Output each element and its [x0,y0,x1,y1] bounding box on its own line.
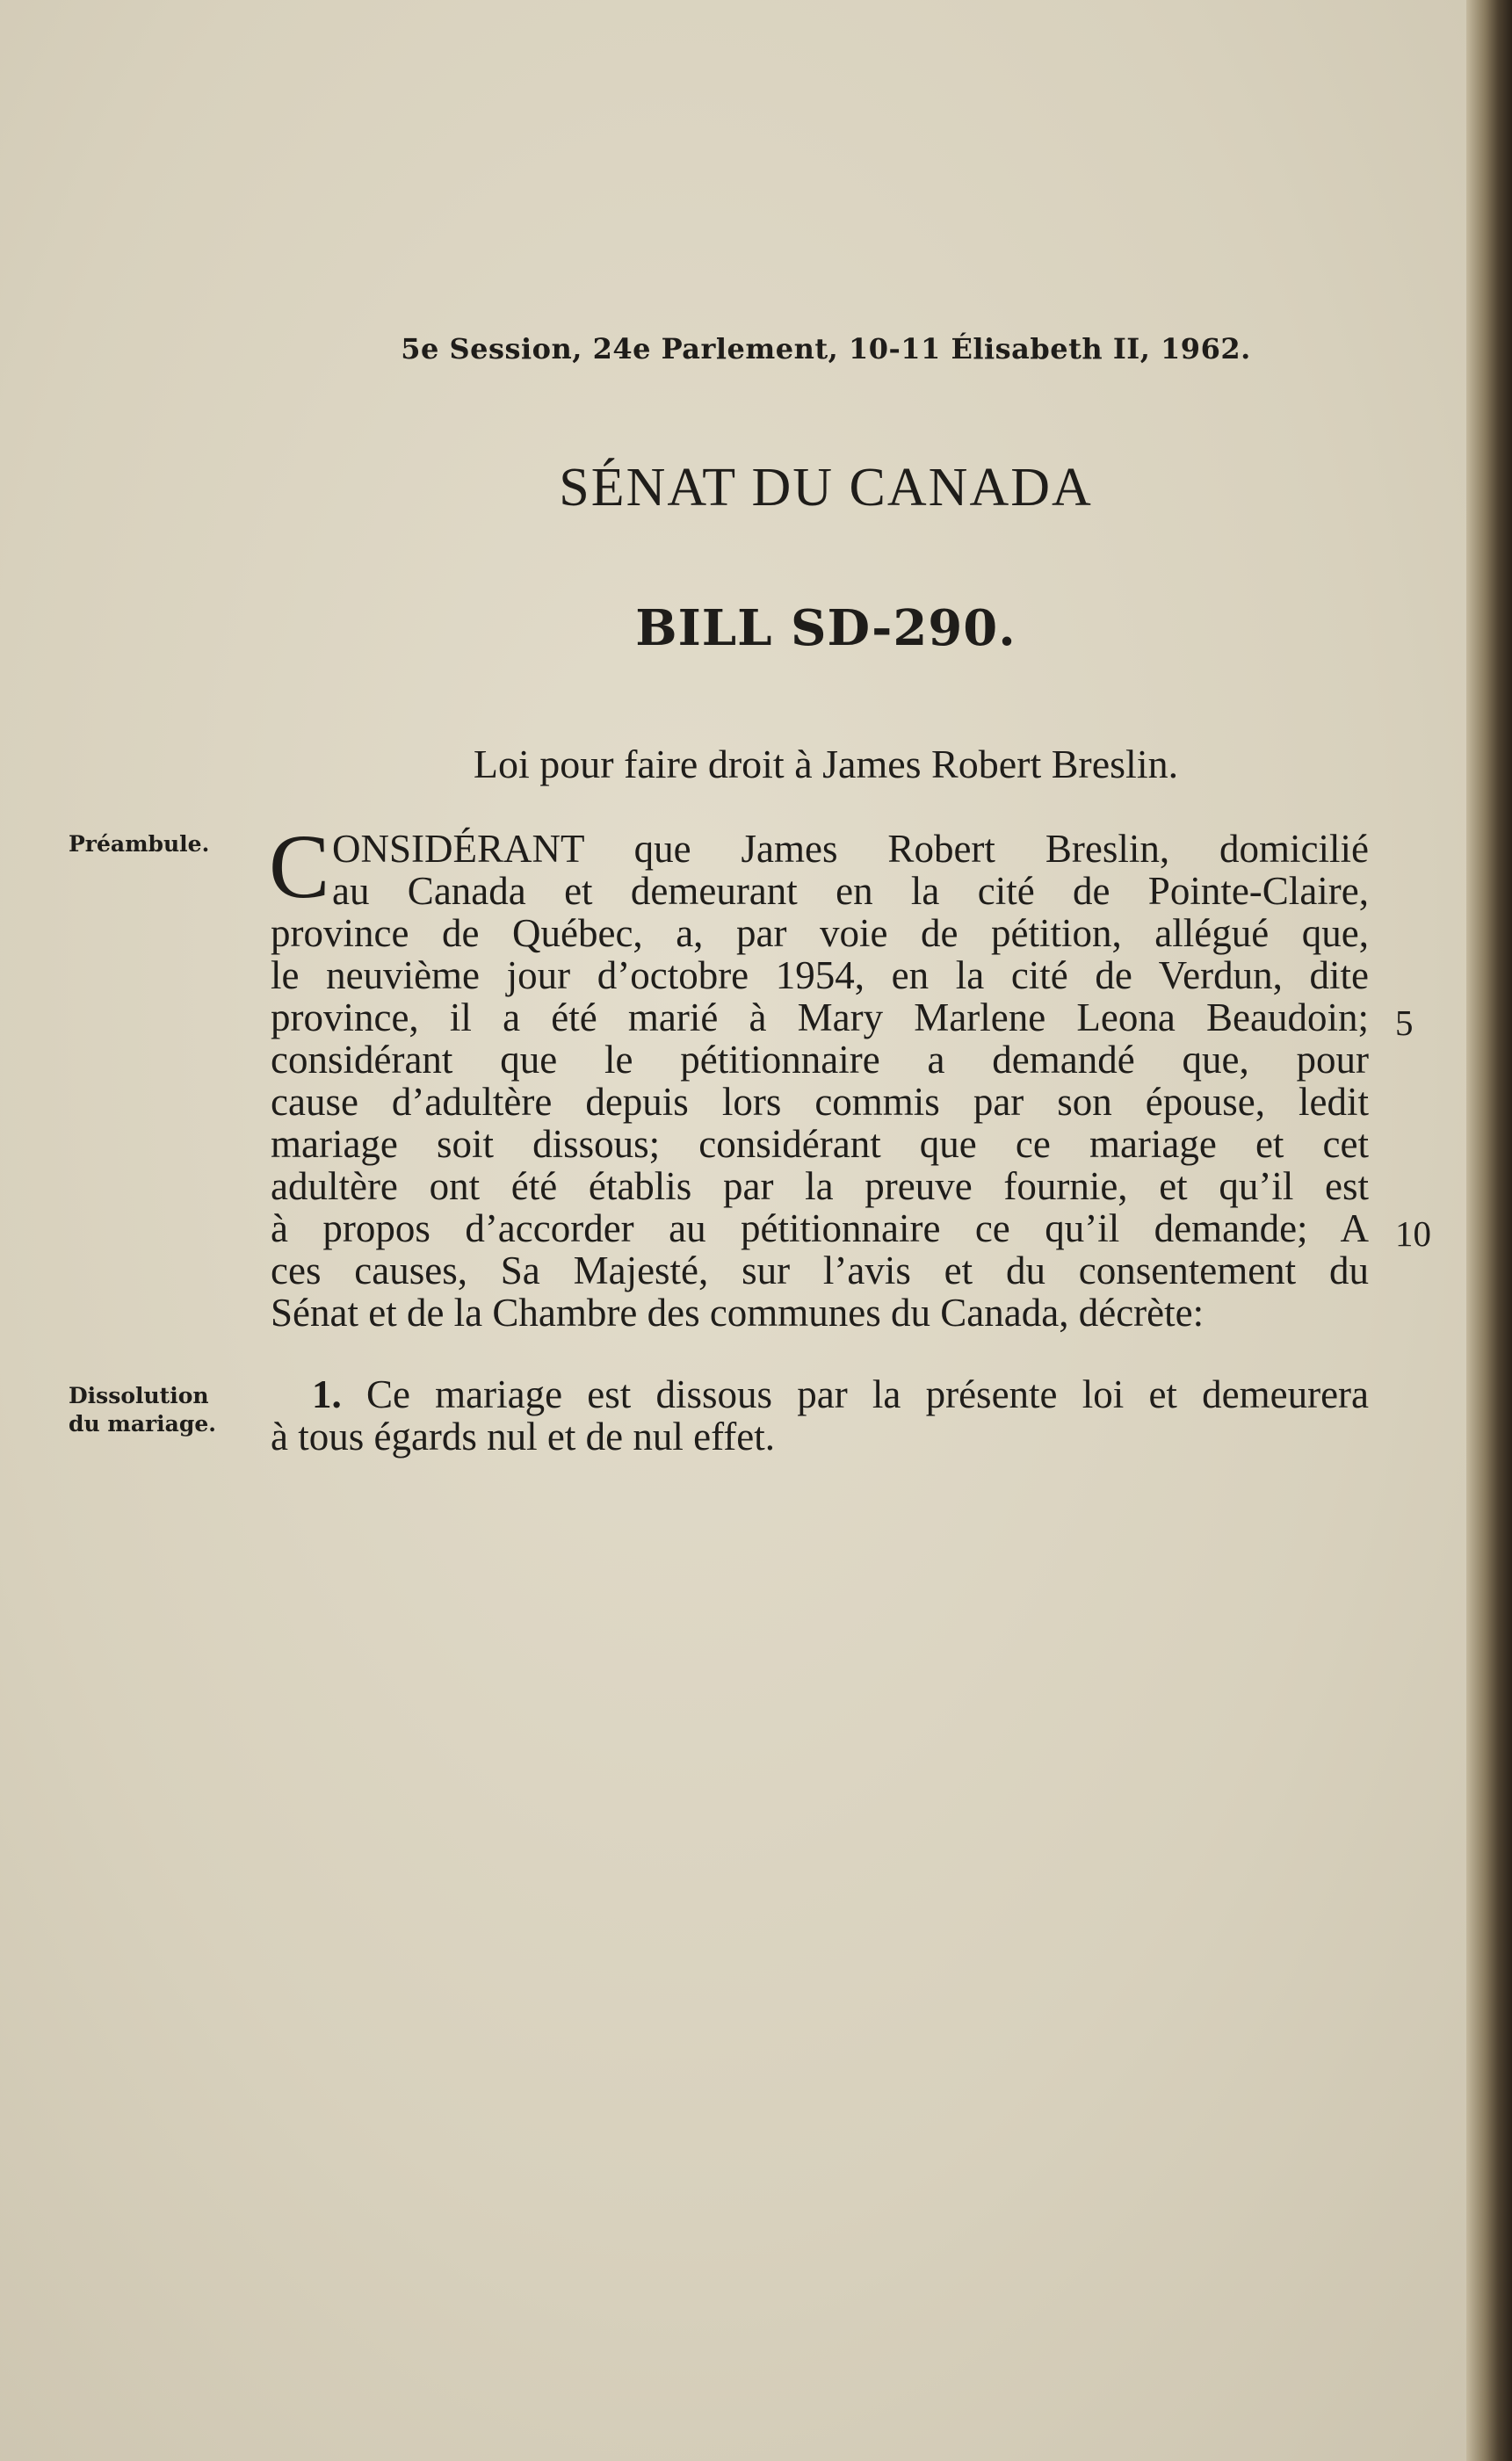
section-1-text: Ce mariage est dissous par la présente loi et demeurera [341,1372,1369,1416]
margin-note-dissolution [69,1382,216,1438]
preamble-line: province de Québec, a, par voie de pétition, allégué que, [271,911,1369,955]
preamble-line: adultère ont été établis par la preuve fournie, et qu’il est [271,1164,1369,1208]
section-1-number: 1. [312,1372,342,1416]
bill-short-title: Loi pour faire droit à James Robert Breslin. [473,742,1179,786]
margin-note-preamble: Préambule. [69,831,210,857]
margin-note-dissolution-line1: Dissolution [69,1383,209,1408]
line-number-5: 5 [1395,1002,1414,1043]
preamble-line: à propos d’accorder au pétitionnaire ce qu’il demande; A [271,1206,1369,1250]
preamble-dropcap: C [269,816,330,917]
bill-number: BILL SD-290. [635,599,1016,657]
section-1-line2: à tous égards nul et de nul effet. [271,1415,775,1459]
margin-note-dissolution-line2: du mariage. [69,1411,216,1437]
preamble-line: province, il a été marié à Mary Marlene Leona Beaudoin; [271,995,1369,1039]
section-1-line1 [312,1373,1369,1415]
preamble-line: le neuvième jour d’octobre 1954, en la cité de Verdun, dite [271,953,1369,997]
preamble-line: mariage soit dissous; considérant que ce mariage et cet [271,1122,1369,1166]
preamble-line: ces causes, Sa Majesté, sur l’avis et du consentement du [271,1249,1369,1292]
preamble-line: au Canada et demeurant en la cité de Pointe-Claire, [332,869,1369,913]
chamber-title: SÉNAT DU CANADA [559,458,1093,518]
session-header: 5e Session, 24e Parlement, 10-11 Élisabeth II, 1962. [401,332,1251,366]
book-spine-shadow [1466,0,1512,2461]
preamble-line: ONSIDÉRANT que James Robert Breslin, domicilié [332,827,1369,871]
preamble-line: cause d’adultère depuis lors commis par son épouse, ledit [271,1080,1369,1124]
preamble-line: considérant que le pétitionnaire a demandé que, pour [271,1038,1369,1082]
preamble-line: Sénat et de la Chambre des communes du Canada, décrète: [271,1291,1205,1335]
line-number-10: 10 [1395,1213,1431,1254]
